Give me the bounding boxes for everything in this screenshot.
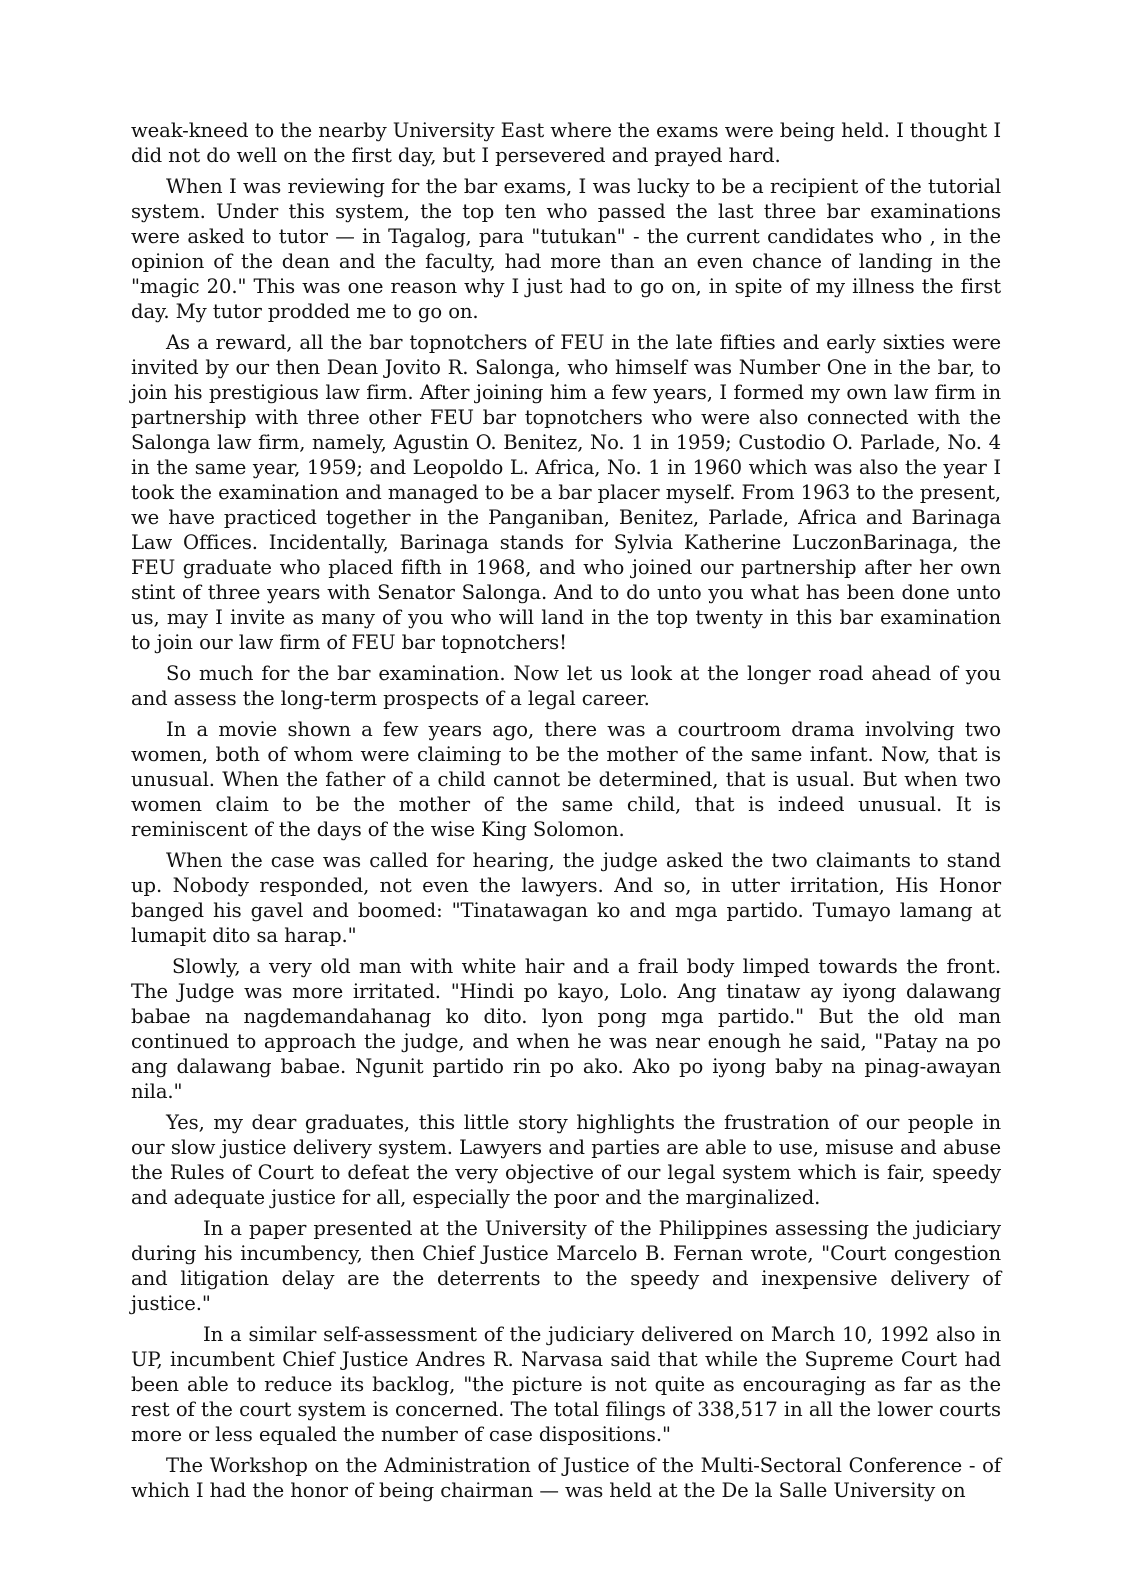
paragraph-movie-story: In a movie shown a few years ago, there was a courtroom drama involving two women, both of whom were claiming to be the mother of the same infant. Now, that is unusual. When the father of a child cannot be determined, that is usual. But when two women claim to be the mother of the same child, that is indeed unusual. It is reminiscent of the days of the wise King Solomon. <box>131 718 1001 841</box>
paragraph-law-firm: As a reward, all the bar topnotchers of FEU in the late fifties and early sixties were invited by our then Dean Jovito R. Salonga, who himself was Number One in the bar, to join his prestigious law firm. After joining him a few years, I formed my own law firm in partnership with three other FEU bar topnotchers who were also connected with the Salonga law firm, namely, Agustin O. Benitez, No. 1 in 1959; Custodio O. Parlade, No. 4 in the same year, 1959; and Leopoldo L. Africa, No. 1 in 1960 which was also the year I took the examination and managed to be a bar placer myself. From 1963 to the present, we have practiced together in the Panganiban, Benitez, Parlade, Africa and Barinaga Law Offices. Incidentally, Barinaga stands for Sylvia Katherine LuczonBarinaga, the FEU graduate who placed fifth in 1968, and who joined our partnership after her own stint of three years with Senator Salonga. And to do unto you what has been done unto us, may I invite as many of you who will land in the top twenty in this bar examination to join our law firm of FEU bar topnotchers! <box>131 331 1001 654</box>
paragraph-hearing: When the case was called for hearing, the judge asked the two claimants to stand up. Nobody responded, not even the lawyers. And so, in utter irritation, His Honor banged his gavel and boomed: "Tinatawagan ko and mga partido. Tumayo lamang at lumapit dito sa harap." <box>131 849 1001 947</box>
paragraph-old-man: Slowly, a very old man with white hair and a frail body limped towards the front. The Judge was more irritated. "Hindi po kayo, Lolo. Ang tinataw ay iyong dalawang babae na nagdemandahanag ko dito. lyon pong mga partido." But the old man continued to approach the judge, and when he was near enough he said, "Patay na po ang dalawang babae. Ngunit partido rin po ako. Ako po iyong baby na pinag-awayan nila." <box>131 955 1001 1103</box>
paragraph-longer-road: So much for the bar examination. Now let us look at the longer road ahead of you and assess the long-term prospects of a legal career. <box>131 662 1001 710</box>
paragraph-exam-day: weak-kneed to the nearby University East where the exams were being held. I thought I did not do well on the first day, but I persevered and prayed hard. <box>131 119 1001 167</box>
paragraph-slow-justice: Yes, my dear graduates, this little story highlights the frustration of our people in our slow justice delivery system. Lawyers and parties are able to use, misuse and abuse the Rules of Court to defeat the very objective of our legal system which is fair, speedy and adequate justice for all, especially the poor and the marginalized. <box>131 1111 1001 1209</box>
document-page <box>131 118 1001 1509</box>
paragraph-workshop: The Workshop on the Administration of Justice of the Multi-Sectoral Conference - of which I had the honor of being chairman — was held at the De la Salle University on <box>131 1454 1001 1502</box>
paragraph-narvasa-quote: In a similar self-assessment of the judiciary delivered on March 10, 1992 also in UP, incumbent Chief Justice Andres R. Narvasa said that while the Supreme Court had been able to reduce its backlog, "the picture is not quite as encouraging as far as the rest of the court system is concerned. The total filings of 338,517 in all the lower courts more or less equaled the number of case dispositions." <box>131 1323 1001 1446</box>
paragraph-tutorial-system: When I was reviewing for the bar exams, I was lucky to be a recipient of the tutorial system. Under this system, the top ten who passed the last three bar examinations were asked to tutor — in Tagalog, para "tutukan" - the current candidates who , in the opinion of the dean and the faculty, had more than an even chance of landing in the "magic 20." This was one reason why I just had to go on, in spite of my illness the first day. My tutor prodded me to go on. <box>131 175 1001 323</box>
paragraph-fernan-quote: In a paper presented at the University of the Philippines assessing the judiciary during his incumbency, then Chief Justice Marcelo B. Fernan wrote, "Court congestion and litigation delay are the deterrents to the speedy and inexpensive delivery of justice." <box>131 1217 1001 1315</box>
